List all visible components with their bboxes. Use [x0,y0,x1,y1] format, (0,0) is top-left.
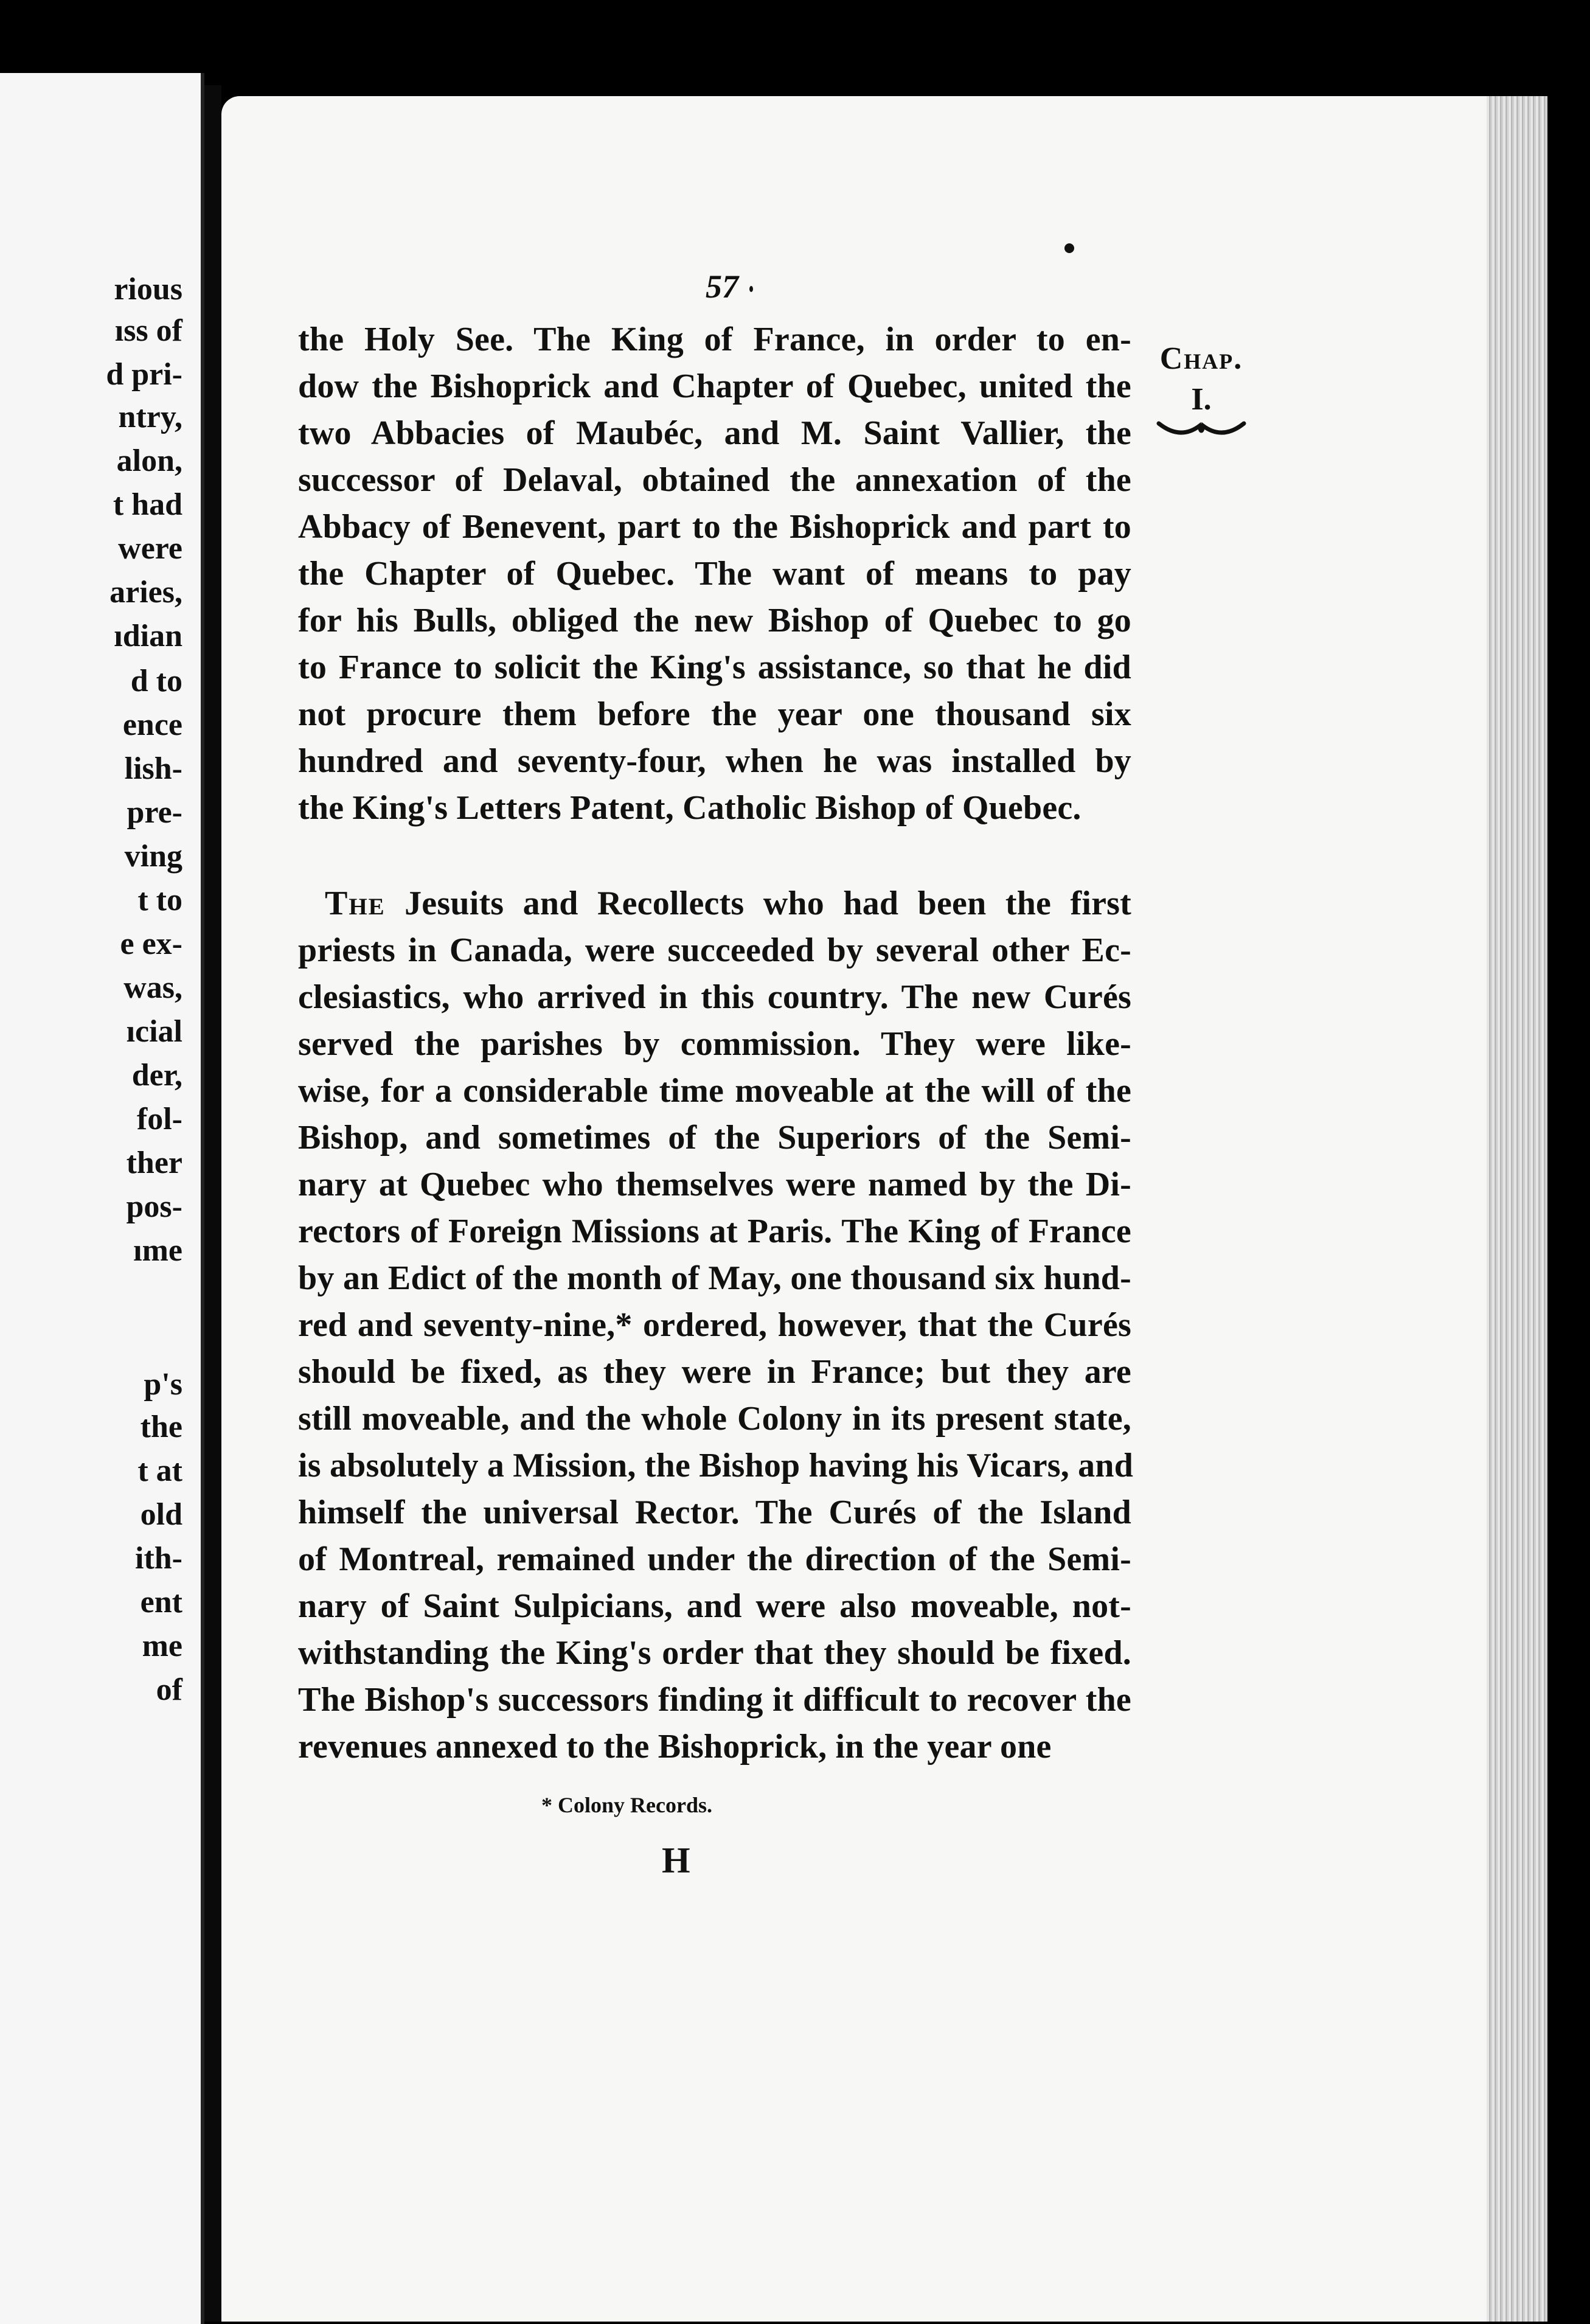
left-page-line: ent [140,1585,182,1619]
left-page-line: t had [113,487,182,522]
left-page-line: aries, [109,575,182,610]
left-page-line: ıcial [126,1014,182,1049]
left-page-line: was, [123,970,182,1005]
text-line: the Holy See. The King of France, in order to en- [298,321,1131,358]
page-edges [1487,96,1547,2322]
left-page-line: lish- [124,751,182,786]
text-line: by an Edict of the month of May, one thousand six hund- [298,1259,1131,1297]
left-page-line: ntry, [118,400,182,434]
left-page-line: pos- [126,1189,182,1224]
left-page-line: rious [114,272,182,307]
text-line: Bishop, and sometimes of the Superiors of the Semi- [298,1119,1131,1157]
text-line: the Chapter of Quebec. The want of means to pay [298,555,1131,593]
left-page-line: e ex- [120,927,182,961]
marginal-chap-label: Chap. [1159,341,1243,376]
text-line: withstanding the King's order that they should be fixed. [298,1634,1131,1672]
text-line-rest: Jesuits and Recollects who had been the first [385,885,1131,922]
text-line: red and seventy-nine,* ordered, however, that the Curés [298,1306,1131,1344]
left-page-line: fol- [136,1102,182,1136]
text-line: of Montreal, remained under the direction of the Semi- [298,1540,1131,1578]
text-line: dow the Bishoprick and Chapter of Quebec, united the [298,367,1131,405]
text-line: two Abbacies of Maubéc, and M. Saint Vallier, the [298,414,1131,452]
left-page-line: ence [122,708,182,742]
text-line: still moveable, and the whole Colony in its present state, [298,1400,1131,1438]
text-line: rectors of Foreign Missions at Paris. The King of France [298,1212,1131,1250]
marginal-chapter-note [1150,341,1253,442]
left-page-line: the [140,1410,182,1444]
left-page-line: were [118,531,182,566]
left-page-line: ıme [133,1233,182,1268]
text-line: priests in Canada, were succeeded by several other Ec- [298,931,1131,969]
text-line: Abbacy of Benevent, part to the Bishoprick and part to [298,508,1131,546]
marginal-chap-number: I. [1191,382,1212,417]
text-line: should be fixed, as they were in France; but they are [298,1353,1131,1391]
left-page-line: d to [130,664,182,698]
text-line: wise, for a considerable time moveable at the will of the [298,1072,1131,1110]
left-page-line: ıdian [114,619,182,653]
ink-speck [749,286,753,292]
left-page-line: alon, [116,444,182,478]
text-line: to France to solicit the King's assistance, so that he did [298,649,1131,686]
ink-speck [1064,243,1074,253]
text-line: successor of Delaval, obtained the annexation of the [298,461,1131,499]
text-line: hundred and seventy-four, when he was installed by [298,742,1131,780]
left-page-line: t to [137,883,182,917]
text-line: nary of Saint Sulpicians, and were also moveable, not- [298,1587,1131,1625]
left-page-line: ith- [135,1541,182,1576]
left-page-line: ving [124,839,182,874]
left-page-line: p's [144,1367,182,1402]
left-page-line: d pri- [106,357,182,392]
text-line: revenues annexed to the Bishoprick, in the year one [298,1728,1052,1766]
text-line: not procure them before the year one thousand six [298,695,1131,733]
left-page-line: der, [131,1058,182,1093]
text-line: nary at Quebec who themselves were named by the Di- [298,1166,1131,1203]
left-page-line: old [140,1497,182,1532]
left-page-line: ther [126,1146,182,1180]
paragraph-1 [298,316,1131,832]
left-page-line: pre- [127,795,182,830]
left-page-line: ıss of [114,313,182,348]
text-line: the King's Letters Patent, Catholic Bishop of Quebec. [298,789,1081,827]
text-line: himself the universal Rector. The Curés of the Island [298,1494,1131,1531]
paragraph-2 [298,880,1134,1770]
text-line: The Bishop's successors finding it difficult to recover the [298,1681,1131,1719]
text-line: for his Bulls, obliged the new Bishop of Quebec to go [298,602,1131,639]
left-page-line: me [142,1629,182,1663]
left-page-line: of [156,1672,182,1707]
paragraph-lead-word: The [325,885,386,922]
text-line: is absolutely a Mission, the Bishop having his Vicars, and [298,1447,1134,1484]
brace-ornament-icon [1156,417,1247,442]
text-line: served the parishes by commission. They were like- [298,1025,1131,1063]
left-page-line: t at [137,1453,182,1488]
book-gutter [204,85,221,2322]
text-line [298,880,1131,927]
signature-mark: H [662,1840,690,1880]
page-number: 57 [706,268,738,305]
left-facing-page [0,73,204,2324]
text-line: clesiastics, who arrived in this country. The new Curés [298,978,1131,1016]
body-text [298,316,1134,1770]
footnote: * Colony Records. [541,1793,712,1817]
